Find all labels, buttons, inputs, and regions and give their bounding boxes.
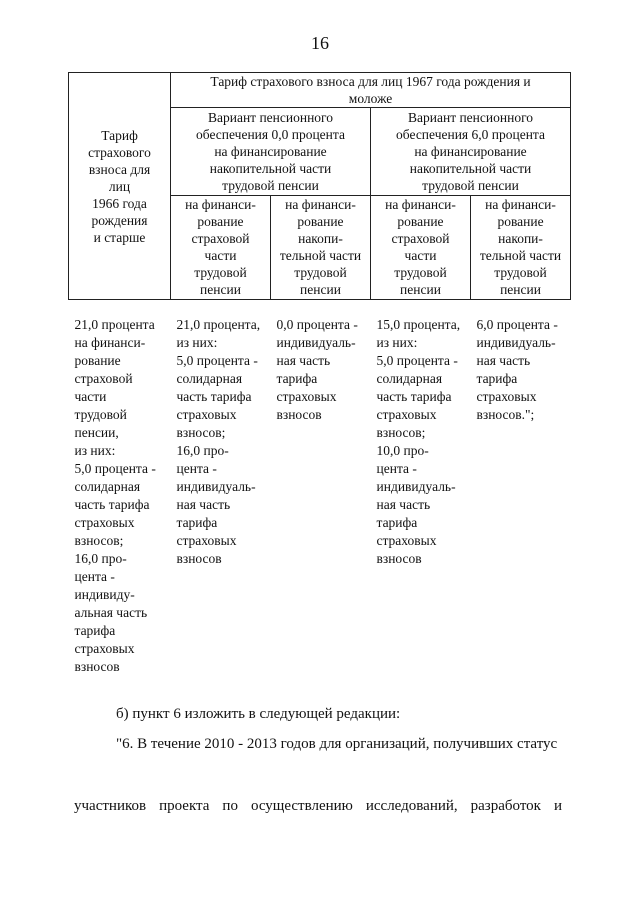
header-rate-1966-and-older: Тариф страхового взноса для лиц 1966 года рождения и старше bbox=[69, 73, 171, 300]
page-number: 16 bbox=[311, 33, 329, 53]
insurance-rate-table bbox=[68, 72, 571, 676]
header-variant-6-percent: Вариант пенсионного обеспечения 6,0 процента на финансирование накопительной части трудовой пенсии bbox=[371, 108, 571, 196]
subheader-funded-part-a: на финанси- рование накопи- тельной части трудовой пенсии bbox=[271, 196, 371, 300]
header-variant-0-percent: Вариант пенсионного обеспечения 0,0 процента на финансирование накопительной части трудовой пенсии bbox=[171, 108, 371, 196]
body-cell-1966-older: 21,0 процента на финанси- рование страховой части трудовой пенсии, из них: 5,0 процента - солидарная часть тарифа страховых взносов; 16,0 про- цента - индивиду- альная часть тарифа страховых взносов bbox=[74, 317, 156, 674]
body-cell-variant-b-funded: 6,0 процента - индивидуаль- ная часть тарифа страховых взносов."; bbox=[476, 317, 558, 422]
paragraph-item-b: б) пункт 6 изложить в следующей редакции: bbox=[116, 706, 401, 722]
paragraph-continuation: участников проекта по осуществлению исследований, разработок и bbox=[74, 798, 562, 814]
subheader-insurance-part-a: на финанси- рование страховой части трудовой пенсии bbox=[171, 196, 271, 300]
body-cell-variant-b-insurance: 15,0 процента, из них: 5,0 процента - солидарная часть тарифа страховых взносов; 10,0 про- цента - индивидуаль- ная часть тарифа страховых взносов bbox=[376, 317, 461, 566]
header-rate-1967-and-younger: Тариф страхового взноса для лиц 1967 года рождения и моложе bbox=[171, 73, 571, 108]
body-cell-variant-a-funded: 0,0 процента - индивидуаль- ная часть тарифа страховых взносов bbox=[276, 317, 358, 422]
subheader-insurance-part-b: на финанси- рование страховой части трудовой пенсии bbox=[371, 196, 471, 300]
paragraph-point-6: "6. В течение 2010 - 2013 годов для организаций, получивших статус bbox=[116, 736, 558, 752]
subheader-funded-part-b: на финанси- рование накопи- тельной части трудовой пенсии bbox=[471, 196, 571, 300]
body-cell-variant-a-insurance: 21,0 процента, из них: 5,0 процента - солидарная часть тарифа страховых взносов; 16,0 про- цента - индивидуаль- ная часть тарифа страховых взносов bbox=[176, 317, 261, 566]
